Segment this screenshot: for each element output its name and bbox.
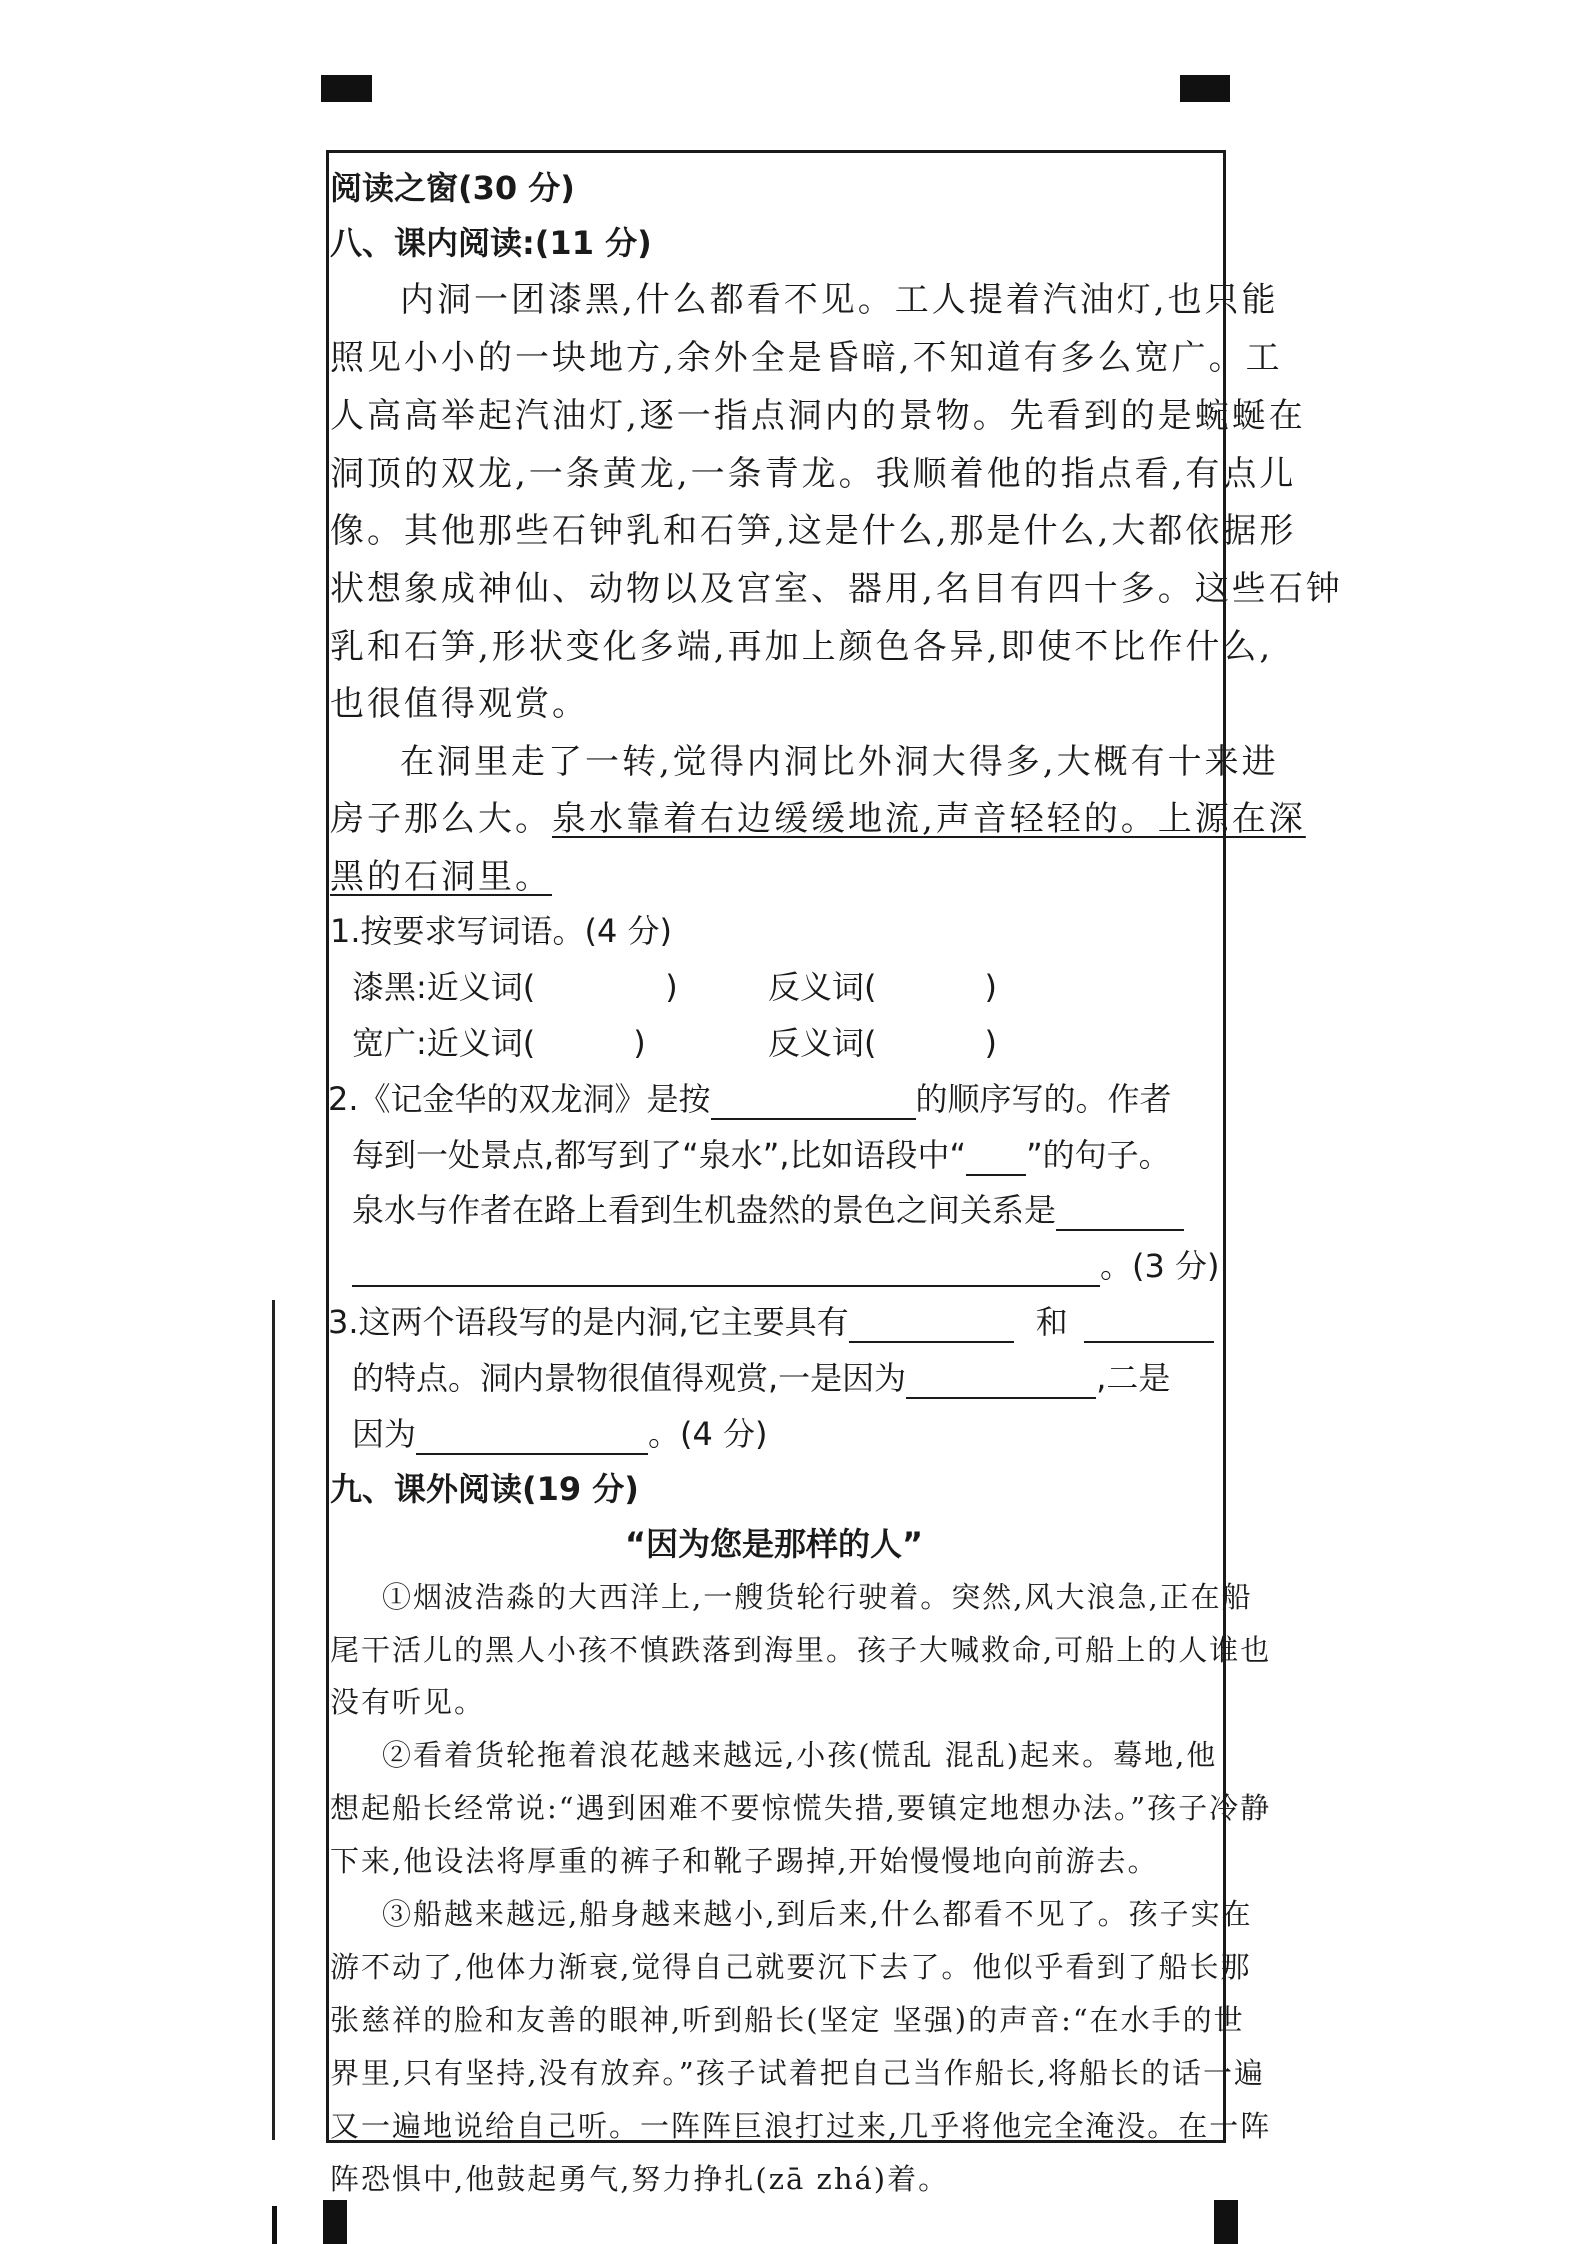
q2-line-3-text: 泉水与作者在路上看到生机盎然的景色之间关系是: [352, 1191, 1057, 1229]
q3-line-2-start: 的特点。洞内景物很值得观赏,一是因为: [352, 1359, 907, 1397]
q2-answer-blank[interactable]: [966, 1144, 1026, 1176]
story-line-10: 界里,只有坚持,没有放弃。”孩子试着把自己当作船长,将船长的话一遍: [330, 2056, 1265, 2090]
q2-line-2-start: 每到一处景点,都写到了“泉水”,比如语段中“: [352, 1136, 967, 1174]
passage1-line-7: 乳和石笋,形状变化多端,再加上颜色各异,即使不比作什么,: [330, 627, 1274, 667]
q1-answer-blank[interactable]: [535, 978, 665, 1008]
q2-line-4-end: 。(3 分): [1100, 1247, 1220, 1285]
q3-answer-blank[interactable]: [849, 1311, 1014, 1343]
story-line-12: 阵恐惧中,他鼓起勇气,努力挣扎(zā zhá)着。: [330, 2162, 950, 2196]
registration-mark-top-right: [1180, 75, 1230, 102]
q1-row-2-synonym-label: 宽广:近义词(: [352, 1024, 536, 1062]
q1-row-2-antonym-close: ): [984, 1024, 997, 1062]
q1-answer-blank[interactable]: [535, 1034, 633, 1064]
section-9-heading: 九、课外阅读(19 分): [330, 1470, 639, 1508]
q3-answer-blank[interactable]: [1084, 1311, 1214, 1343]
q3-line-2: [352, 1353, 1170, 1399]
registration-mark-top-left: [321, 75, 372, 102]
binding-line: [272, 1300, 275, 2140]
story-line-1: ①烟波浩淼的大西洋上,一艘货轮行驶着。突然,风大浪急,正在船: [382, 1580, 1253, 1614]
q3-answer-blank[interactable]: [416, 1423, 648, 1455]
passage1-line-3: 人高高举起汽油灯,逐一指点洞内的景物。先看到的是蜿蜒在: [330, 396, 1306, 436]
registration-mark-bottom-left: [323, 2200, 347, 2244]
story-line-9: 张慈祥的脸和友善的眼神,听到船长(坚定 坚强)的声音:“在水手的世: [330, 2003, 1245, 2037]
q1-row-1-antonym-label: 反义词(: [768, 968, 877, 1006]
underlined-spring-sentence: 泉水靠着右边缓缓地流,声音轻轻的。上源在深: [552, 799, 1306, 839]
q2-line-2-end: ”的句子。: [1026, 1136, 1171, 1174]
q3-line-1-start: 3.这两个语段写的是内洞,它主要具有: [328, 1303, 849, 1341]
q1-row-1: [352, 962, 678, 1008]
scan-edge-mark: [272, 2206, 277, 2244]
story-line-6: 下来,他设法将厚重的裤子和靴子踢掉,开始慢慢地向前游去。: [330, 1844, 1159, 1878]
passage1-line-2: 照见小小的一块地方,余外全是昏暗,不知道有多么宽广。工: [330, 338, 1283, 378]
passage1-line-10-start: 房子那么大。: [330, 799, 552, 839]
q1-row-2-antonym: [768, 1018, 997, 1064]
story-line-3: 没有听见。: [330, 1685, 486, 1719]
story-line-2: 尾干活儿的黑人小孩不慎跌落到海里。孩子大喊救命,可船上的人谁也: [330, 1633, 1272, 1667]
q3-answer-blank[interactable]: [906, 1367, 1096, 1399]
q2-line-2: [352, 1130, 1171, 1176]
q1-row-1-close: ): [665, 968, 678, 1006]
q1-row-1-antonym-close: ): [984, 968, 997, 1006]
story-line-11: 又一遍地说给自己听。一阵阵巨浪打过来,几乎将他完全淹没。在一阵: [330, 2109, 1272, 2143]
passage1-line-6: 状想象成神仙、动物以及宫室、器用,名目有四十多。这些石钟: [330, 569, 1343, 609]
q2-line-1-end: 的顺序写的。作者: [915, 1080, 1172, 1118]
story-line-4: ②看着货轮拖着浪花越来越远,小孩(慌乱 混乱)起来。蓦地,他: [382, 1738, 1218, 1772]
passage1-line-4: 洞顶的双龙,一条黄龙,一条青龙。我顺着他的指点看,有点儿: [330, 454, 1297, 494]
passage1-line-9: 在洞里走了一转,觉得内洞比外洞大得多,大概有十来进: [400, 742, 1279, 782]
q3-line-3-end: 。(4 分): [648, 1415, 768, 1453]
passage1-line-10: [330, 791, 1306, 840]
q3-line-3: [352, 1409, 768, 1455]
q2-line-3: [352, 1185, 1184, 1231]
q2-line-1-start: 2.《记金华的双龙洞》是按: [328, 1080, 711, 1118]
passage1-line-8: 也很值得观赏。: [330, 684, 589, 724]
q2-answer-blank[interactable]: [352, 1255, 1100, 1287]
q1-stem: 1.按要求写词语。(4 分): [330, 912, 673, 950]
q3-line-1-and: 和: [1035, 1303, 1068, 1341]
story-line-7: ③船越来越远,船身越来越小,到后来,什么都看不见了。孩子实在: [382, 1897, 1253, 1931]
story-line-5: 想起船长经常说:“遇到困难不要惊慌失措,要镇定地想办法。”孩子冷静: [330, 1791, 1272, 1825]
passage1-line-11: 黑的石洞里。: [330, 857, 552, 897]
passage1-line-5: 像。其他那些石钟乳和石笋,这是什么,那是什么,大都依据形: [330, 511, 1297, 551]
q2-answer-blank[interactable]: [711, 1088, 916, 1120]
q3-line-3-start: 因为: [352, 1415, 417, 1453]
q2-line-1: [328, 1074, 1172, 1120]
q1-row-1-antonym: [768, 962, 997, 1008]
q2-answer-blank[interactable]: [1056, 1199, 1184, 1231]
section-reading-heading: 阅读之窗(30 分): [330, 169, 575, 207]
q1-row-1-synonym-label: 漆黑:近义词(: [352, 968, 536, 1006]
story-title: “因为您是那样的人”: [625, 1525, 924, 1563]
story-line-8: 游不动了,他体力渐衰,觉得自己就要沉下去了。他似乎看到了船长那: [330, 1950, 1252, 1984]
q1-row-2: [352, 1018, 646, 1064]
q1-answer-blank[interactable]: [877, 1034, 985, 1064]
section-8-heading: 八、课内阅读:(11 分): [330, 224, 652, 262]
q3-line-1: [328, 1297, 1214, 1343]
q3-line-2-end: ,二是: [1096, 1359, 1171, 1397]
q2-line-4: [352, 1241, 1220, 1287]
q1-answer-blank[interactable]: [877, 978, 985, 1008]
q1-row-2-close: ): [633, 1024, 646, 1062]
registration-mark-bottom-right: [1214, 2200, 1238, 2244]
passage1-line-1: 内洞一团漆黑,什么都看不见。工人提着汽油灯,也只能: [400, 280, 1279, 320]
q1-row-2-antonym-label: 反义词(: [768, 1024, 877, 1062]
